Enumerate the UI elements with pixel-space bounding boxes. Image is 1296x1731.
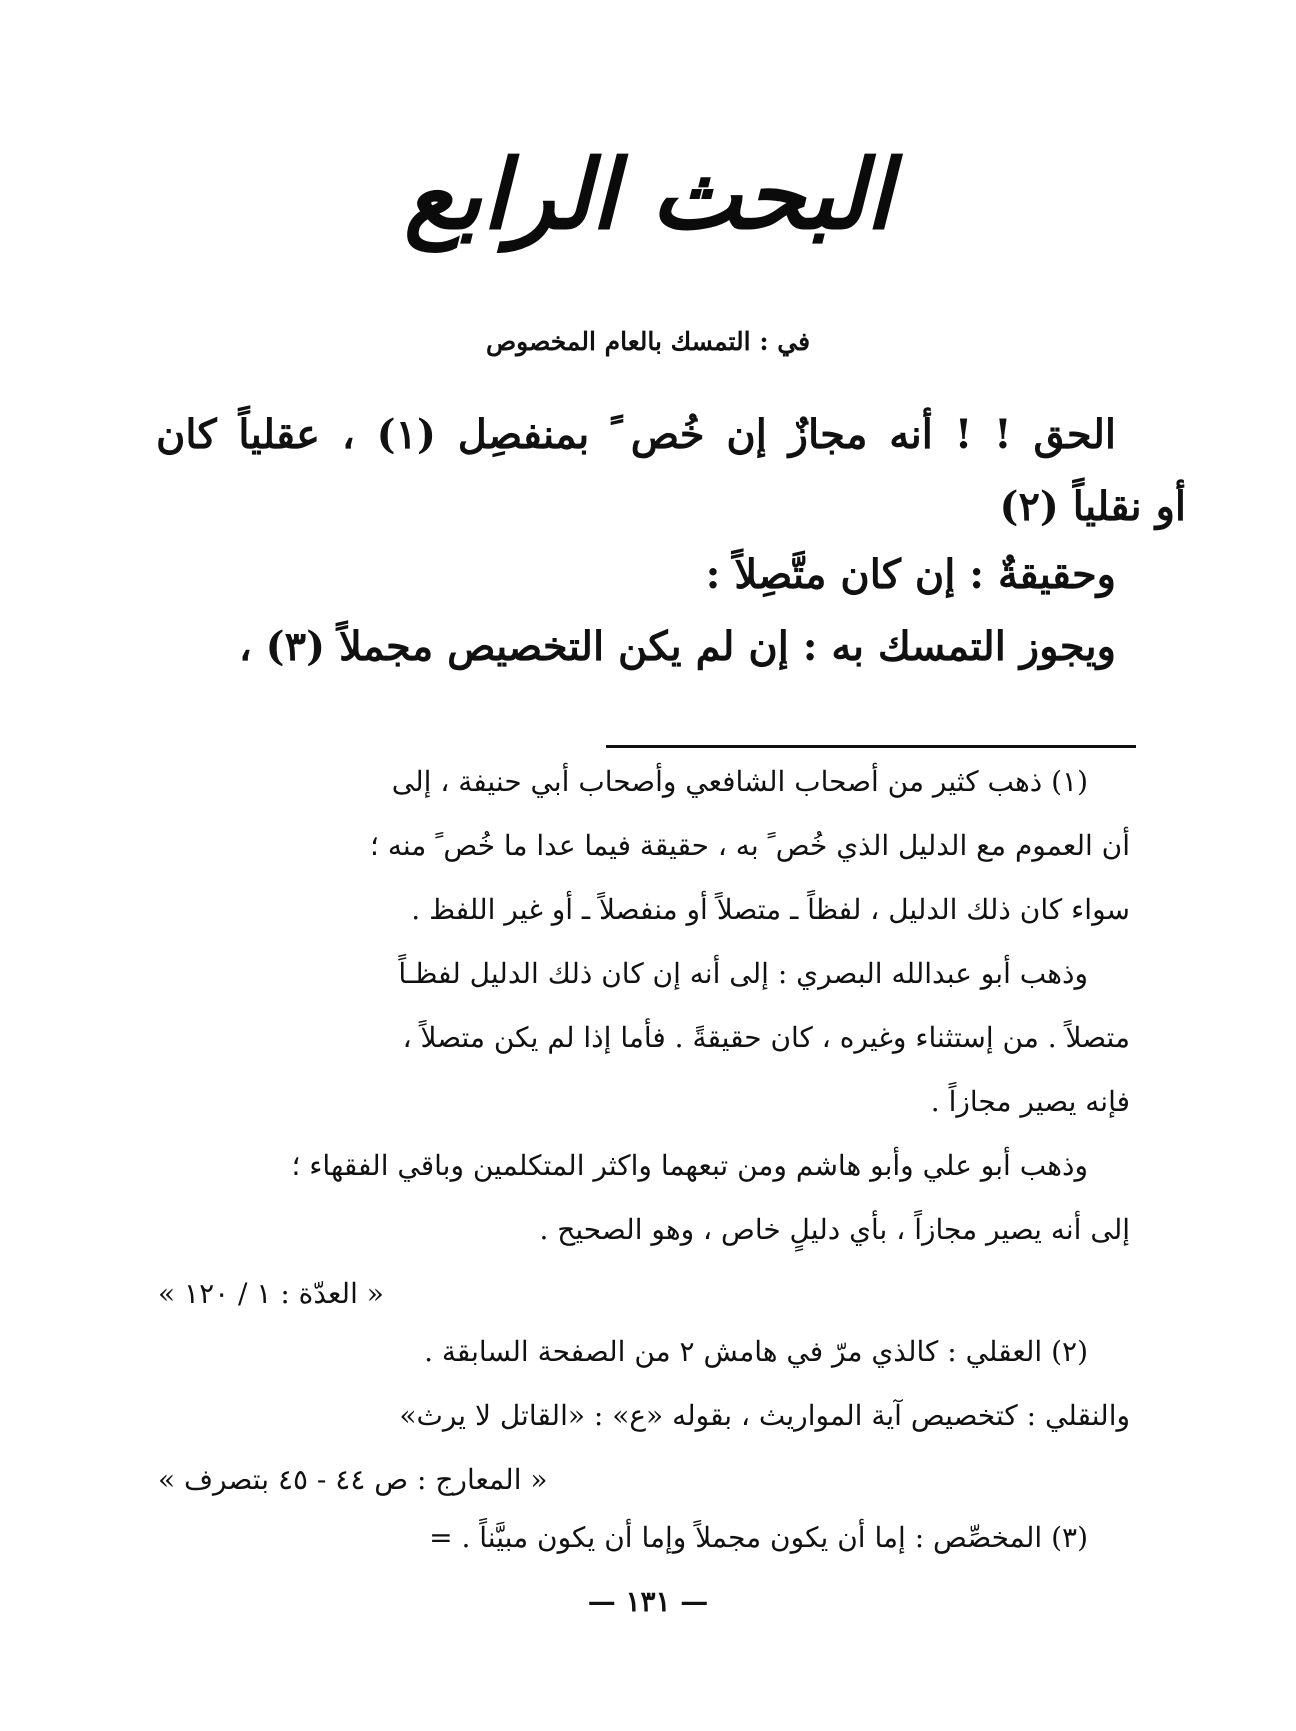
footnote-source: « العدّة : ١ / ١٢٠ » (158, 1277, 384, 1310)
section-subtitle: في : التمسك بالعام المخصوص (485, 327, 811, 356)
main-line: الحق ! ! أنه مجازٌ إن خُص ً بمنفصِل (١) ، عقلياً كان (156, 411, 1116, 458)
footnote-line: والنقلي : كتخصيص آية المواريث ، بقوله «ع» : «القاتل لا يرث» (399, 1399, 1130, 1432)
footnote-source: « المعارج : ص ٤٤ - ٤٥ بتصرف » (158, 1463, 548, 1496)
footnote-line: أن العموم مع الدليل الذي خُص ً به ، حقيقة فيما عدا ما خُص ً منه ؛ (370, 829, 1130, 862)
footnote-line: إلى أنه يصير مجازاً ، بأي دليلٍ خاص ، وهو الصحيح . (539, 1213, 1130, 1246)
footnote-line: متصلاً . من إستثناء وغيره ، كان حقيقةً . فأما إذا لم يكن متصلاً ، (402, 1021, 1130, 1054)
footnote-line: سواء كان ذلك الدليل ، لفظاً ـ متصلاً أو منفصلاً ـ أو غير اللفظ . (411, 893, 1130, 926)
footnote-line: وذهب أبو علي وأبو هاشم ومن تبعهما واكثر المتكلمين وباقي الفقهاء ؛ (291, 1149, 1088, 1182)
main-line: أو نقلياً (٢) (999, 483, 1186, 530)
footnote-line: وذهب أبو عبدالله البصري : إلى أنه إن كان ذلك الدليل لفظـاً (398, 957, 1088, 990)
main-text (156, 410, 1186, 694)
footnote-line: (١) ذهب كثير من أصحاب الشافعي وأصحاب أبي حنيفة ، إلى (391, 765, 1088, 798)
page-number: — ١٣١ — (587, 1585, 709, 1618)
footnotes (158, 762, 1130, 1582)
main-line: ويجوز التمسك به : إن لم يكن التخصيص مجملاً (٣) ، (238, 623, 1116, 670)
footnote-separator (606, 745, 1136, 748)
section-heading: البحث الرابع (404, 138, 892, 251)
footnote-line: (٣) المخصِّص : إما أن يكون مجملاً وإما أن يكون مبيَّناً . = (429, 1521, 1088, 1554)
footnote-line: فإنه يصير مجازاً . (930, 1085, 1130, 1118)
main-line: وحقيقةٌ : إن كان متَّصِلاً : (705, 551, 1116, 598)
footnote-line: (٢) العقلي : كالذي مرّ في هامش ٢ من الصفحة السابقة . (424, 1335, 1088, 1368)
